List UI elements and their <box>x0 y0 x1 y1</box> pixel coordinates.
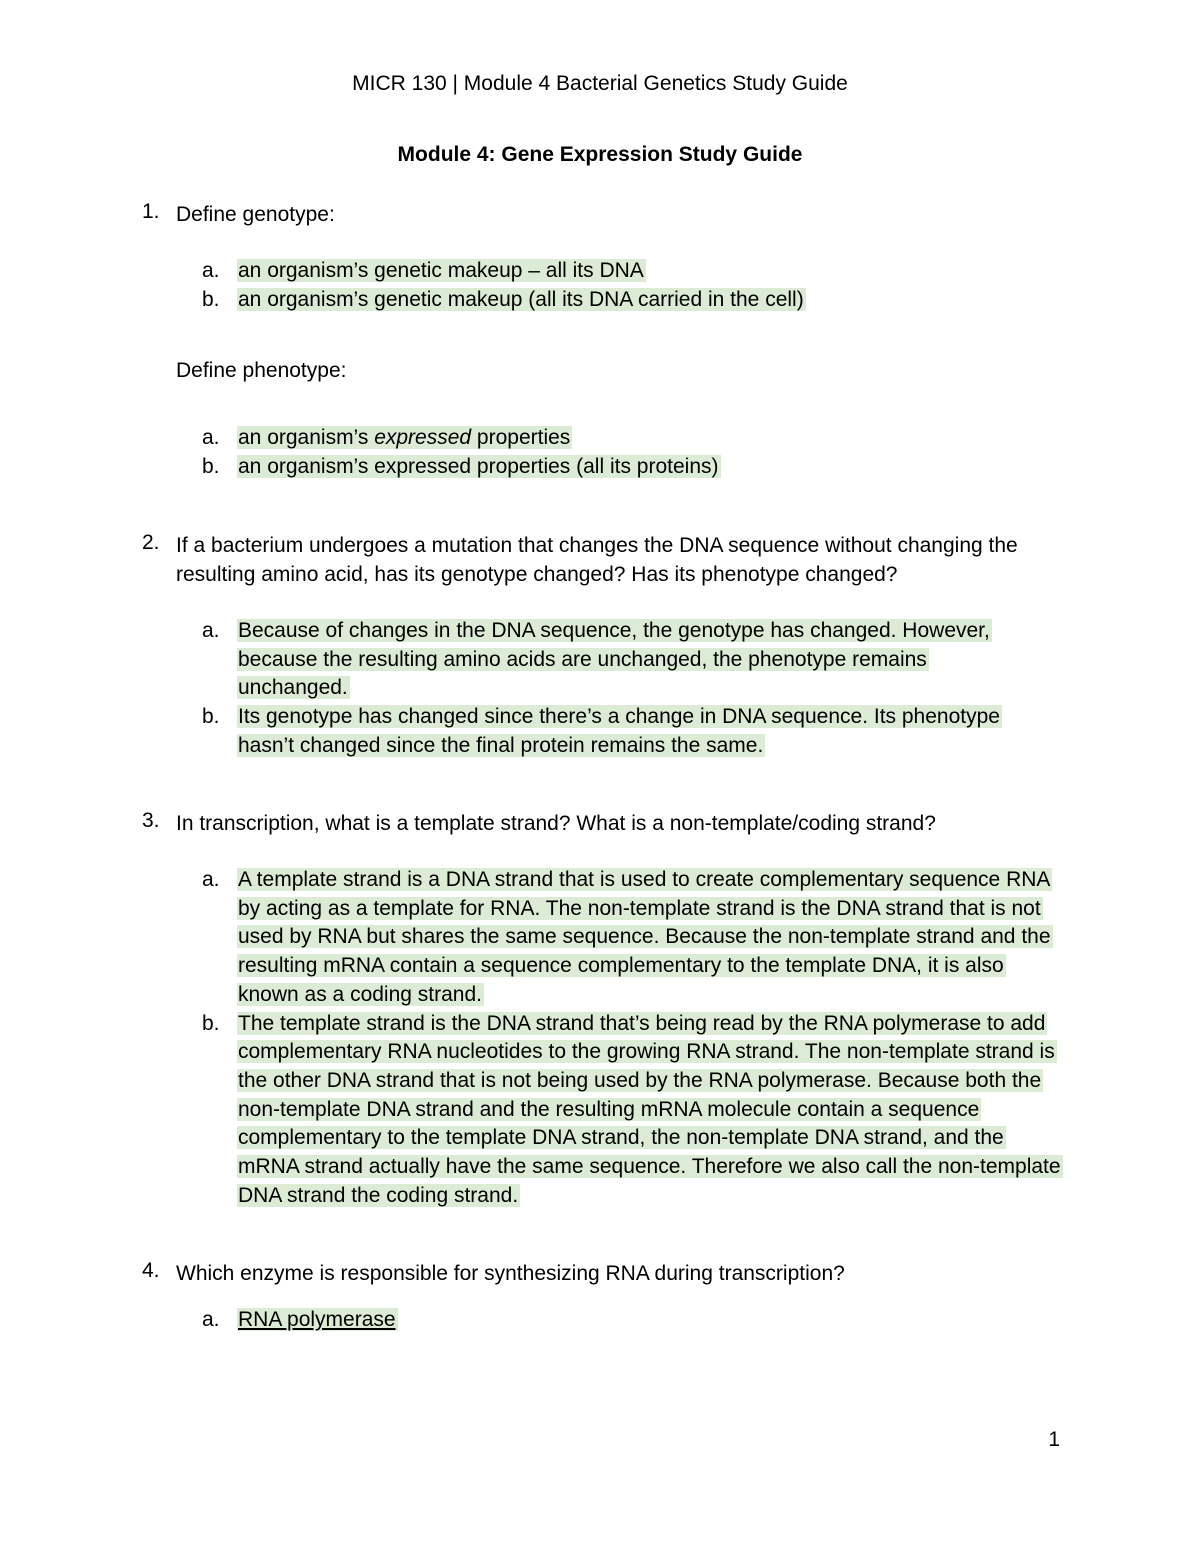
answer-text-part: properties <box>471 426 571 449</box>
answer-item <box>0 866 1200 1010</box>
document-title: Module 4: Gene Expression Study Guide <box>397 143 803 166</box>
phenotype-answers <box>0 424 1200 481</box>
question-text: Define genotype: <box>176 203 335 226</box>
answer-text-emphasis: expressed <box>374 426 472 449</box>
question-number: 2. <box>142 531 160 554</box>
answer-letter: b. <box>202 1011 220 1035</box>
answer-text <box>237 426 572 449</box>
answer-text: Because of changes in the DNA sequence, the genotype has changed. However, because the resulting amino acids are unchanged, the phenotype remains unchanged. <box>238 619 990 700</box>
question-2-answers <box>0 617 1200 761</box>
answer-letter: a. <box>202 1308 220 1331</box>
page-header: MICR 130 | Module 4 Bacterial Genetics Study Guide <box>352 72 848 95</box>
sub-prompt-text: Define phenotype: <box>176 359 347 382</box>
answer-text: Its genotype has changed since there’s a change in DNA sequence. Its phenotype hasn’t changed since the final protein remains the same. <box>238 705 1000 757</box>
question-text: If a bacterium undergoes a mutation that changes the DNA sequence without changing the resulting amino acid, has its genotype changed? Has its phenotype changed? <box>176 534 1018 586</box>
answer-letter: a. <box>202 868 220 891</box>
answer-item <box>0 703 1200 760</box>
answer-item <box>0 1010 1200 1211</box>
question-text: Which enzyme is responsible for synthesizing RNA during transcription? <box>176 1262 845 1285</box>
question-1-answers <box>0 257 1200 314</box>
answer-letter: a. <box>202 259 220 282</box>
answer-item <box>0 257 1200 286</box>
question-number: 1. <box>142 200 160 223</box>
answer-letter: b. <box>202 454 220 478</box>
answer-text: an organism’s genetic makeup (all its DNA carried in the cell) <box>238 287 804 311</box>
question-3-answers <box>0 866 1200 1210</box>
question-number: 3. <box>142 809 160 832</box>
answer-item <box>0 424 1200 453</box>
answer-letter: b. <box>202 287 220 311</box>
answer-item <box>0 453 1200 482</box>
question-4-answers <box>0 1306 1200 1335</box>
question-number: 4. <box>142 1259 160 1282</box>
answer-text: RNA polymerase <box>238 1308 396 1331</box>
answer-letter: b. <box>202 705 220 729</box>
page-number: 1 <box>1048 1428 1060 1451</box>
answer-letter: a. <box>202 426 220 449</box>
answer-text: an organism’s expressed properties (all its proteins) <box>238 454 719 478</box>
answer-text: A template strand is a DNA strand that is used to create complementary sequence RNA by acting as a template for RNA. The non-template strand is the DNA strand that is not used by RNA but shares the same sequence. Because the non-template strand and the resulting mRNA contain a sequence complementary to the template DNA, it is also known as a coding strand. <box>238 868 1051 1006</box>
question-text: In transcription, what is a template strand? What is a non-template/coding strand? <box>176 812 936 835</box>
answer-text-part: an organism’s <box>238 426 375 449</box>
answer-text: an organism’s genetic makeup – all its DNA <box>238 259 644 282</box>
answer-item <box>0 286 1200 315</box>
answer-text: The template strand is the DNA strand that’s being read by the RNA polymerase to add complementary RNA nucleotides to the growing RNA strand. The non-template strand is the other DNA strand that is not being used by the RNA polymerase. Because both the non-template DNA strand and the resulting mRNA molecule contain a sequence complementary to the template DNA strand, the non-template DNA strand, and the mRNA strand actually have the same sequence. Therefore we also call the non-template DNA strand the coding strand. <box>238 1011 1061 1207</box>
answer-letter: a. <box>202 619 220 642</box>
answer-item <box>0 617 1200 703</box>
answer-item <box>0 1306 1200 1335</box>
